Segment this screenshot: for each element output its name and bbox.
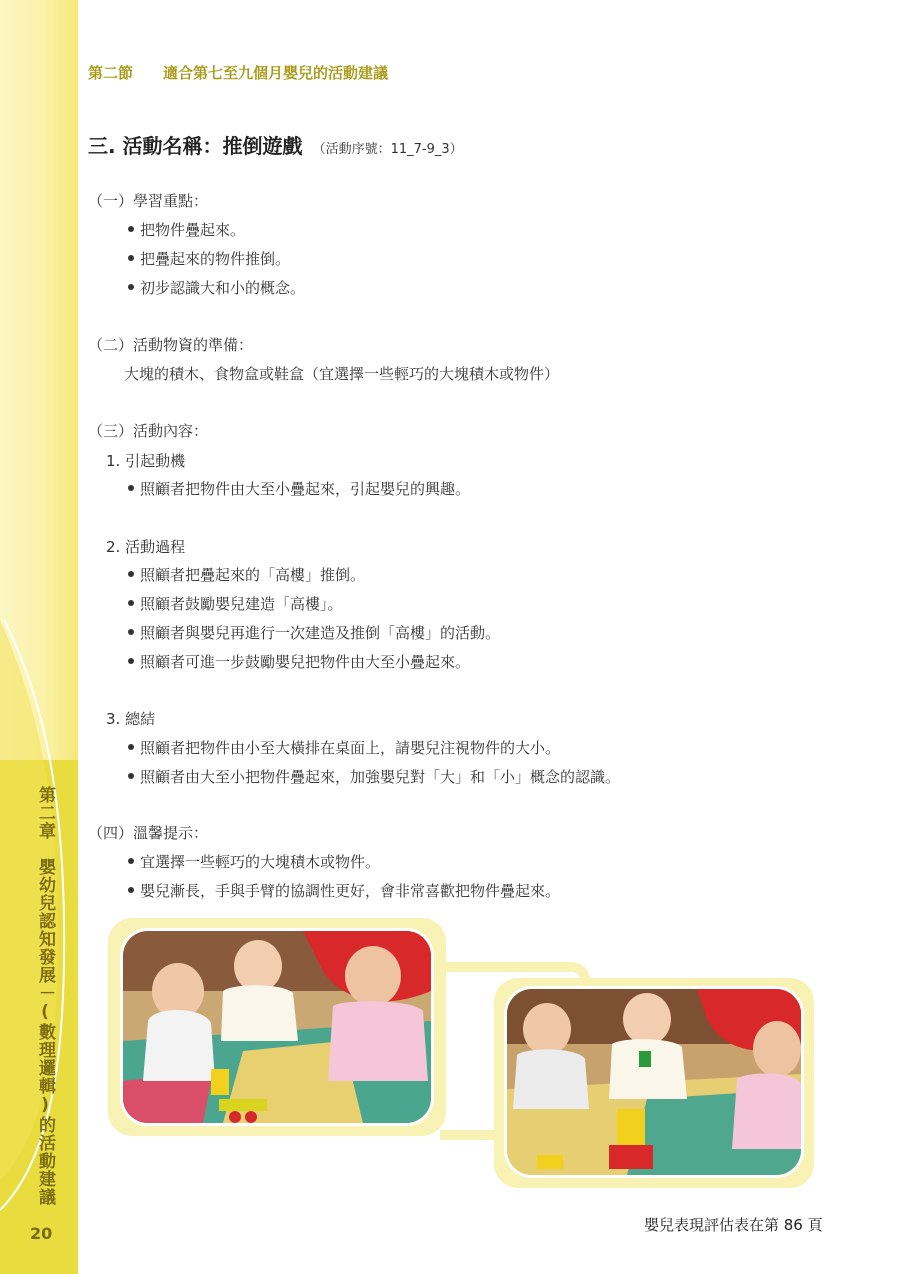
step-label: 2. 活動過程	[106, 538, 186, 556]
bullet-icon	[128, 284, 134, 290]
photo-frame-1	[108, 918, 446, 1136]
materials-heading: （二）活動物資的準備：	[88, 336, 254, 354]
bullet-icon	[128, 773, 134, 779]
photo-illustration	[123, 931, 431, 1123]
list-item: 照顧者鼓勵嬰兒建造「高樓」。	[128, 593, 343, 614]
step-label: 1. 引起動機	[106, 452, 186, 470]
bullet-icon	[128, 744, 134, 750]
activity-code: （活動序號：11_7-9_3）	[312, 142, 463, 157]
bullet-icon	[128, 629, 134, 635]
bullet-icon	[128, 858, 134, 864]
section-title: 適合第七至九個月嬰兒的活動建議	[163, 64, 389, 82]
list-item: 照顧者把物件由小至大橫排在桌面上，請嬰兒注視物件的大小。	[128, 737, 560, 758]
list-item: 把物件疊起來。	[128, 219, 245, 240]
list-item: 照顧者把疊起來的「高樓」推倒。	[128, 564, 365, 585]
activity-name: 三. 活動名稱：推倒遊戲	[88, 134, 303, 158]
learning-focus-heading: （一）學習重點：	[88, 192, 209, 210]
list-item: 宜選擇一些輕巧的大塊積木或物件。	[128, 851, 380, 872]
section-header	[88, 62, 388, 83]
assessment-reference: 嬰兒表現評估表在第 86 頁	[644, 1216, 823, 1234]
materials-text: 大塊的積木、食物盒或鞋盒（宜選擇一些輕巧的大塊積木或物件）	[124, 365, 560, 383]
bullet-icon	[128, 485, 134, 491]
photo-illustration	[507, 989, 801, 1175]
list-item: 照顧者由大至小把物件疊起來，加強嬰兒對「大」和「小」概念的認識。	[128, 766, 620, 787]
step-label: 3. 總結	[106, 710, 156, 728]
content-heading: （三）活動內容：	[88, 422, 209, 440]
bullet-icon	[128, 571, 134, 577]
bullet-icon	[128, 255, 134, 261]
activity-title	[88, 130, 463, 159]
bullet-icon	[128, 226, 134, 232]
bullet-icon	[128, 887, 134, 893]
list-item: 初步認識大和小的概念。	[128, 277, 305, 298]
frame-connector	[440, 1130, 500, 1140]
bullet-icon	[128, 658, 134, 664]
page-number: 20	[30, 1224, 53, 1243]
chapter-label: 第二章 嬰幼兒認知發展－(數理邏輯)的活動建議	[35, 786, 55, 1206]
list-item: 照顧者可進一步鼓勵嬰兒把物件由大至小疊起來。	[128, 651, 470, 672]
section-number: 第二節	[88, 64, 134, 82]
photo-frame-2	[494, 978, 814, 1188]
photo-babies-building-2	[504, 986, 804, 1178]
list-item: 照顧者與嬰兒再進行一次建造及推倒「高樓」的活動。	[128, 622, 500, 643]
list-item: 照顧者把物件由大至小疊起來，引起嬰兒的興趣。	[128, 478, 470, 499]
bullet-icon	[128, 600, 134, 606]
photo-babies-building-1	[120, 928, 434, 1126]
list-item: 嬰兒漸長，手與手臂的協調性更好，會非常喜歡把物件疊起來。	[128, 880, 560, 901]
list-item: 把疊起來的物件推倒。	[128, 248, 290, 269]
tips-heading: （四）溫馨提示：	[88, 824, 209, 842]
